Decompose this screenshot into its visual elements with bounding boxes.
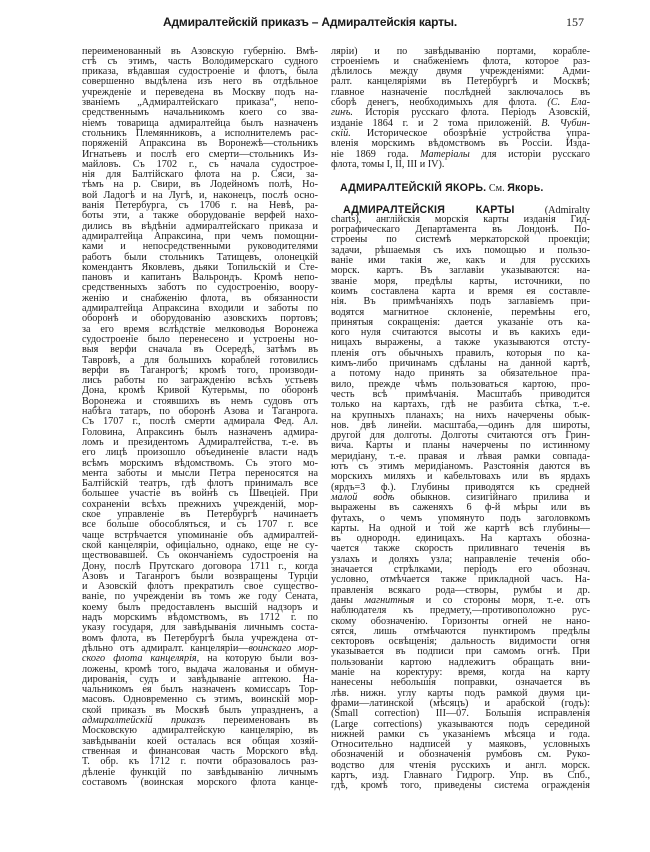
text-line: дѣленіе функцій по завѣдыванію личнымъ [82,766,318,778]
text-line: сохраненіи всѣхъ прежнихъ учрежденій, мор- [82,498,318,510]
text-line: ралт. канцеляріями въ Петербургѣ и Москвѣ; [331,76,590,88]
italic-text: воинскаго мор- [248,642,318,654]
text-line: чается также скорость приливнаго теченія въ [331,543,590,555]
text-line: средственныхъ заботъ по судостроенію, воору- [82,282,318,294]
text-line: ществовавшей. Съ окончаніемъ судостроенія на [82,550,318,562]
text-segment: переименованъ въ [205,715,318,726]
italic-text: (С. Ела- [547,97,590,108]
text-line: ками и непосредственными руководителями [82,241,318,253]
text-line: секторовъ освѣщенія; дальность видимости огня [331,636,590,648]
text-line: принятыя сокращенія: дается указаніе отъ ка- [331,316,590,328]
text-line: задачи, рѣшаемыя съ ихъ помощью и пользо- [331,244,590,256]
text-line: всѣмъ морскимъ вѣдомствомъ. Съ этого мо- [82,457,318,469]
text-line: выя верфи сначала въ Осередѣ, затѣмъ въ [82,344,318,356]
text-line: узлахъ и доляхъ узла; направленіе теченія обо- [331,553,590,565]
text-line: завѣдываніи коей осталась вся общая хозяй- [82,735,318,747]
text-line: Съ 1707 г., послѣ смерти адмирала Фед. Ал. [82,416,318,428]
text-segment: ніе 1869 года. [331,148,421,160]
text-line: надъ морскимъ вѣдомствомъ, въ 1712 г. по [82,612,318,623]
text-line: (Small correction) III—07. Большія исправленія [331,708,590,720]
text-line: на крупныхъ планахъ; на нихъ начерчены обык- [331,409,590,421]
text-line: нія для Балтійскаго флота на р. Сяси, за- [82,169,318,181]
text-line: ломъ и президентомъ Адмиралтейства, т.-е. въ [82,436,318,448]
text-line: меридіану, т.-е. правая и лѣвая рамки совпада- [331,450,590,462]
text-line: фрами—латинской (мѣсяцъ) и арабской (годъ): [331,697,590,709]
text-line: ложены, кромѣ того, выдача жалованья и обмун- [82,663,318,675]
text-line: званіемъ „Адмиралтейскаго приказа“, непо- [82,97,318,108]
text-line: мента заботы и мысли Петра переносятся на [82,467,318,479]
text-line: оборонѣ и оборудованію азовскихъ портовъ; [82,313,318,325]
text-line: главное назначеніе послѣдней заключалось въ [331,86,590,98]
text-line: кого нуля считаются высоты и въ какихъ еди- [331,327,590,339]
text-line: переименованный въ Азовскую губернію. Вмѣ- [82,45,318,57]
text-line: флота, томы I, II, III и IV). [331,158,445,170]
text-line [340,182,590,193]
text-segment: , на которую были воз- [196,653,318,665]
text-line: набѣга татаръ, по оборонѣ Азова и Таганрога. [82,406,318,417]
text-line: водятся магнитное склоненіе, перемѣны его, [331,306,590,318]
text-line: дились въ вѣдѣніи адмиралтейскаго приказа и [82,220,318,232]
text-line: его лицѣ произошло объединеніе власти надъ [82,447,318,459]
text-line: масовъ. Одновременно съ этимъ, воинскій мор- [82,694,318,706]
text-line: выражены въ саженяхъ 6 ф-й мѣры или въ [331,502,590,514]
text-line: за его время вслѣдствіе мелководья Воронежа [82,323,318,335]
text-line: ницахъ выражены, а также указываются отсту- [331,337,590,349]
text-line: маніе на коректуру: время, когда на карту [331,667,590,678]
text-line: Балтійскій театръ, гдѣ флотъ принималъ все [82,478,318,490]
text-line: майловъ. Съ 1702 г., съ начала судострое- [82,158,318,170]
text-line: Дону, послѣ Прутскаго договора 1711 г., когда [82,560,318,572]
text-line: скому обозначенію. Горизонты огней не нано- [331,615,590,627]
text-line: (Large corrections) указываются подъ серединой [331,718,590,730]
text-line: строеніемъ и снабженіемъ флота, которое раз- [331,55,590,67]
italic-text: магнитныя [364,594,415,606]
text-line: Дона, кромѣ Кривой Кутерьмы, по оборонѣ [82,385,318,397]
text-line: правленія всякаго рода—створы, румбы и др. [331,584,590,596]
text-line: средственнымъ начальникомъ коего со зва- [82,107,318,119]
text-line: званіе моря, предѣлы карты, источники, по [331,275,590,287]
text-line: ванія Петербурга, съ 1706 г. на Невѣ, ра- [82,200,318,211]
text-line: лѣв. нижн. углу карты подъ рамкой двумя ци- [331,687,590,699]
text-line: нія. Въ примѣчаніяхъ подъ заглавіемъ при- [331,296,590,308]
text-segment: (Admiralty [514,204,590,216]
text-line: Московскую адмиралтейскую канцелярію, въ [82,725,318,737]
text-line: карты. На одной и той же картѣ всѣ глубины— [331,522,590,534]
text-line: нижней рамки съ указаніемъ мѣсяца и года. [331,728,590,740]
text-line: комендантъ Яковлевъ, дьяки Топильскій и Сте- [82,261,318,273]
text-line: адмиралтейца Апраксина, при чемъ помощни- [82,230,318,242]
text-line: поряженій Апраксина въ Воронежѣ—стольникъ [82,138,318,150]
text-line: другой для долготы. Долготы считаются отъ Грин- [331,430,590,442]
entry-heading: АДМИРАЛТЕЙСКІЯ КАРТЫ [343,203,515,216]
text-line: картъ, изд. Главнаго Гидрогр. Упр. въ Спб., [331,770,590,781]
text-line: пользованіи картою надлежитъ обращать вни- [331,656,590,668]
text-line: гдѣ, кромѣ того, приведены система огражденія [331,780,590,792]
text-line: футахъ, о чемъ упомянуто подъ заголовкомъ [331,512,590,524]
text-line: обозначеній и обозначенія румбовъ см. Руко- [331,749,590,761]
text-line: приказа, вѣдавшая судостроеніе и флотъ, была [82,66,318,78]
text-segment: и со стороны моря, т.-е. отъ [414,594,590,606]
page-number: 157 [566,15,584,29]
text-line: указу государя, для завѣдыванія личнымъ соста- [82,622,318,634]
text-line: работъ были стольникъ Татищевъ, олонецкій [82,251,318,263]
text-line: морск. картъ. Въ заглавіи указываются: на- [331,265,590,277]
text-line: и Азовскій флотъ прекратилъ свое существо- [82,581,318,593]
text-line: Тавровѣ, а для большихъ кораблей готовились [82,354,318,366]
text-line: боты эти, а также оборудованіе верфей нахо- [82,210,318,222]
italic-text: малой водѣ [331,491,395,503]
text-line: водство для чтенія русскихъ и англ. морск. [331,759,590,771]
italic-text: гинъ. [331,107,353,119]
text-line: пленія отъ обычныхъ правилъ, которыя по ка- [331,347,590,359]
text-line: тѣмъ на р. Свири, въ Лодейномъ полѣ, Но- [82,179,318,191]
text-line: Игнатьевъ и послѣ его смерти—стольникъ Из- [82,148,318,160]
text-line: charts), англійскія морскія карты изданія Гид- [331,213,590,225]
text-line: значается стрѣлками, періодъ его обознач. [331,564,590,575]
text-line: дированія, судъ и завѣдываніе аптекою. На- [82,673,318,685]
text-line: ютъ съ этимъ меридіаномъ. Разстоянія даются въ [331,461,590,472]
text-segment: обыкнов. сизигійнаго прилива и [394,491,591,503]
text-line: пановъ и капитанъ Вальрондъ. Кромѣ непо- [82,272,318,284]
text-line: указывается въ подписи при самомъ огнѣ. При [331,646,590,658]
text-line: судостроеніе было перенесено и устроены но- [82,333,318,345]
text-line: только на картахъ, гдѣ не разбита сѣтка, т.-е. [331,399,590,411]
text-segment: См. [486,182,508,194]
text-line: ваніе ими такія же, какъ и для русскихъ [331,255,590,266]
text-line: морскихъ миляхъ и кабельтовахъ или въ ярдахъ [331,471,590,483]
text-line: условно, отмѣчается также прикладной часъ. На- [331,574,590,586]
text-line: Азовъ и Таганрогъ были возвращены Турціи [82,570,318,582]
text-line: ской приказъ въ Москвѣ былъ упраздненъ, а [82,704,318,716]
text-line: наблюдателя къ предмету,—противоположно рус- [331,605,590,617]
text-line: чальникомъ ея былъ назначенъ комиссаръ Тор- [82,684,318,696]
text-line: сятся, лишь отмѣчаются пунктиромъ предѣлы [331,625,590,637]
text-line: вича. Карты и планы начерчены по истинному [331,440,590,452]
text-segment: дѣльно отъ адмиралт. канцеляріи— [82,642,249,654]
running-header: Адмиралтейскій приказъ – Адмиралтейскія карты. [163,15,457,29]
italic-text: Матеріалы [420,148,470,160]
text-line: стѣ съ этимъ, часть Володимерскаго судного [82,55,318,67]
text-segment: Исторія русскаго флота. Періодъ Азовскій, [352,107,590,119]
text-line: ской канцеляріи, офиціально, однако, еще не су- [82,539,318,551]
text-line: лись работы по загражденію всѣхъ устьевъ [82,375,318,387]
entry-heading: АДМИРАЛТЕЙСКІЙ ЯКОРЬ. [340,181,487,194]
text-line: Т. обр. къ 1712 г. почти образовалось раз- [82,756,318,768]
text-line: Относительно надписей у маяковъ, условныхъ [331,739,590,751]
text-line: учрежденіе и переведена въ Москву подъ на- [82,86,318,98]
text-line: коимъ составлена карта и время ея составле- [331,285,590,297]
text-line: женію и снабженію флота, въ обязанности [82,292,318,304]
text-line: Головина, Апраксинъ былъ назначенъ адмира- [82,426,318,438]
italic-text: скій. [331,127,351,139]
text-segment: Историческое обозрѣніе устройства упра- [350,127,590,139]
text-segment: для исторіи русскаго [469,148,590,160]
text-line: ляріи) и по завѣдыванію портами, корабле- [331,45,590,57]
text-line: большее участіе въ войнѣ съ Швеціей. При [82,488,318,500]
text-segment: даны [331,594,365,606]
text-line: вленія морскимъ вѣдомствомъ въ Россіи. Изда- [331,138,590,150]
text-line: ственная и финансовая часть Морского вѣд. [82,745,318,757]
text-line: коему былъ предоставленъ высшій надзоръ и [82,601,318,613]
text-line: ніемъ товарища адмиралтейца былъ назначенъ [82,117,318,129]
text-line: нанесены небольшія поправки, означается въ [331,677,590,689]
text-line: чаще встрѣчается упоминаніе объ адмиралтей- [82,529,318,541]
text-line: вомъ флота, въ Петербургѣ была учреждена от- [82,632,318,644]
text-line: строены по системѣ меркаторской проекціи; [331,234,590,246]
text-line: ваніе, по учрежденіи въ томъ же году Сената, [82,591,318,603]
text-line: все больше обособляться, и съ 1707 г. все [82,519,318,531]
text-line: а потому надо принять за обязательное пра- [331,368,590,380]
text-line: дѣлилось между двумя учрежденіями: Адми- [331,66,590,78]
text-line: совершенно выдѣлена изъ него въ отдѣльное [82,76,318,88]
text-line: адмиралтейца Апраксина входили и заботы по [82,303,318,314]
text-segment: изданіе 1864 г. и 2 тома приложеній. [331,117,542,129]
text-line: нов. двѣ линейи. масштаба,—одинъ для широты, [331,419,590,431]
text-line: кимъ-либо причинамъ сдѣланы на данной картѣ, [331,358,590,369]
entry-heading: Якорь. [507,181,544,194]
text-line: стольникъ Племянниковъ, а исполнителемъ рас- [82,127,318,139]
text-line: въ однородн. единицахъ. На картахъ обозна- [331,533,590,545]
text-line: ское управленіе въ Петербургѣ начинаетъ [82,509,318,520]
italic-text: адмиралтейскій приказъ [82,715,206,726]
text-line: вило, прежде чѣмъ пользоваться картою, про- [331,378,590,390]
text-line: честь всѣ примѣчанія. Масштабъ приводится [331,388,590,400]
text-line: Воронежа и стоявшихъ въ немъ судовъ отъ [82,395,318,407]
text-line: вой Ладогѣ и на Лугѣ, и, наконецъ, послѣ осно- [82,189,318,201]
italic-text: В. Чубин- [541,117,590,129]
text-segment: сборѣ денегъ, необходимыхъ для флота. [331,97,548,108]
text-line: составомъ (воинская морского флота канце- [82,776,318,788]
text-line: (ярдъ=3 ф.). Глубины приводятся къ средней [331,481,590,493]
italic-text: ского флота канцелярія [82,653,197,665]
text-line: верфи въ Таганрогѣ; кромѣ того, производи- [82,364,318,376]
text-line: рографическаго Департамента въ Лондонѣ. По- [331,224,590,236]
